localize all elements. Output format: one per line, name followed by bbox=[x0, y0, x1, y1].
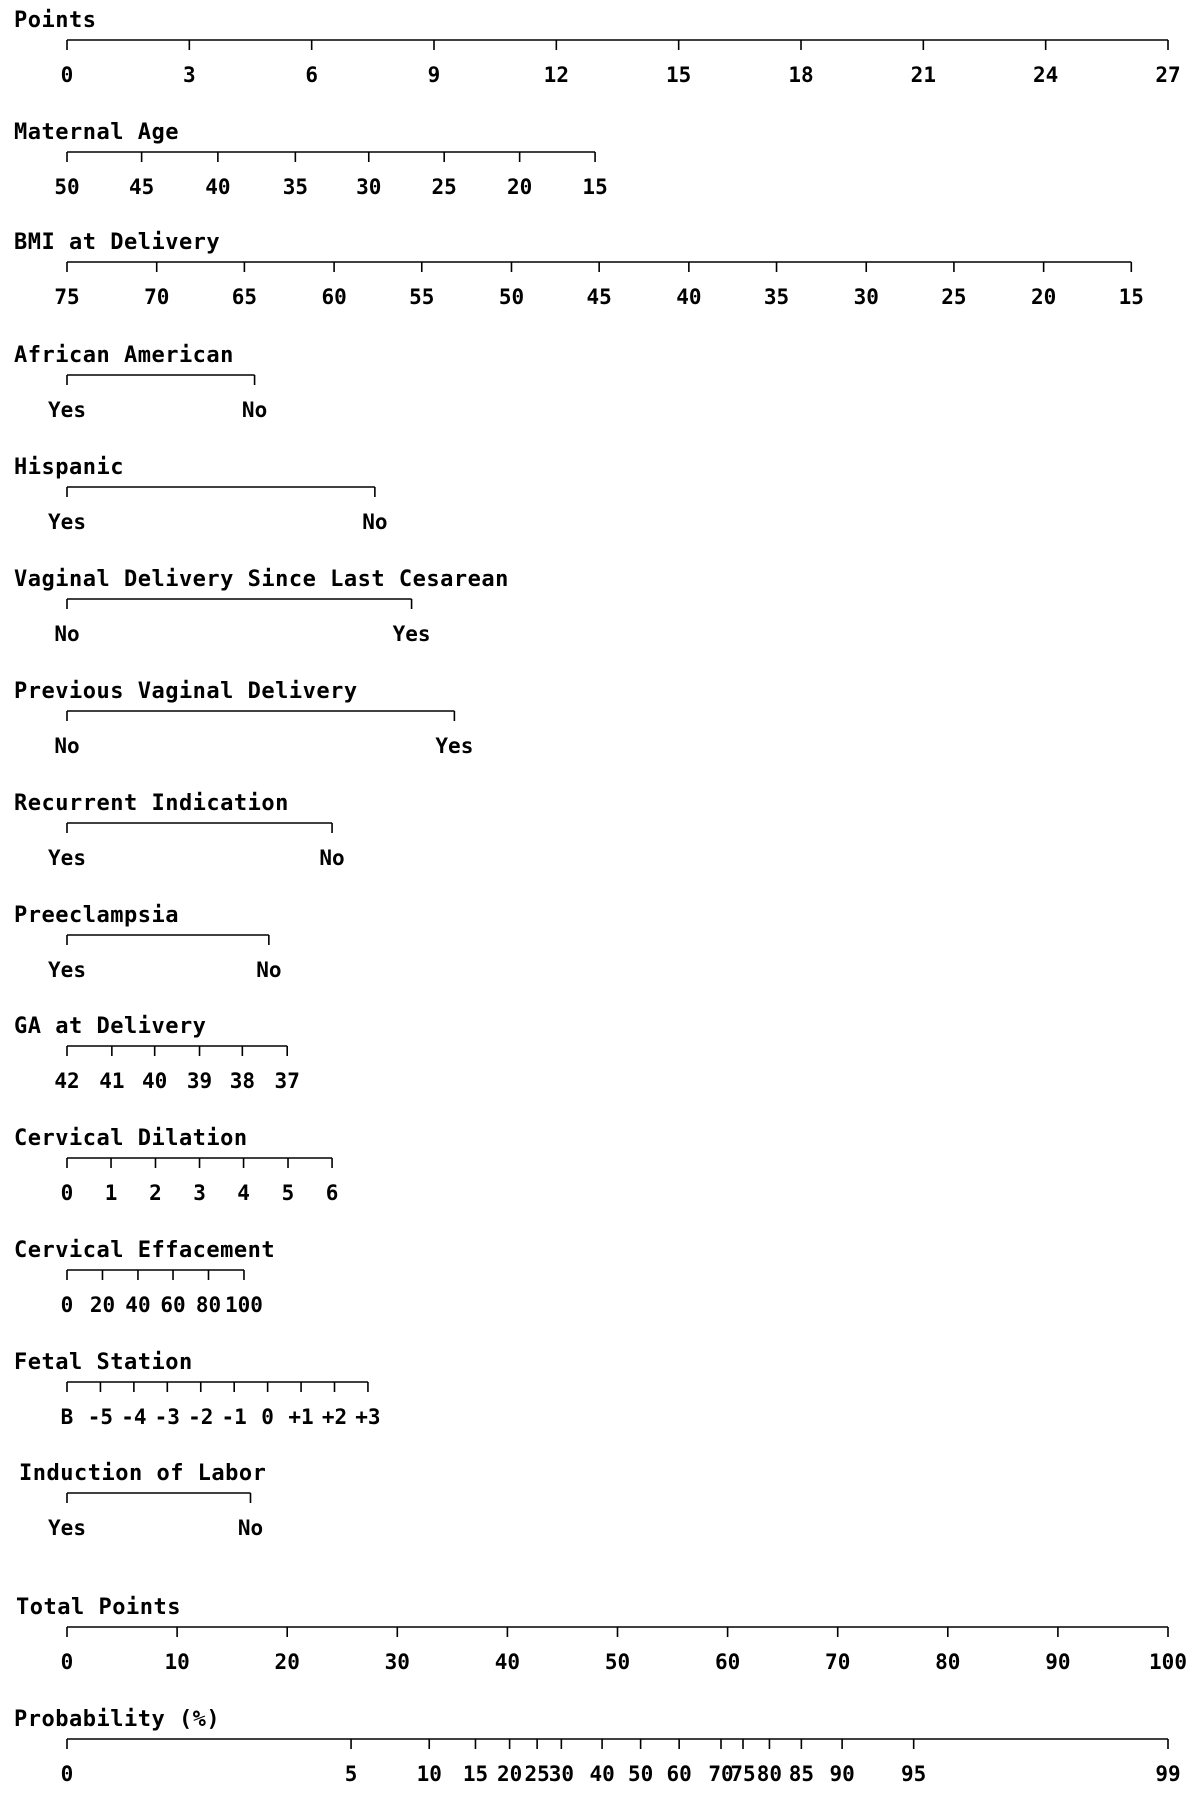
tick-label: +2 bbox=[321, 1405, 348, 1429]
tick-label: 42 bbox=[54, 1069, 80, 1093]
tick-label: 1 bbox=[104, 1181, 118, 1205]
tick-label: 35 bbox=[763, 285, 790, 309]
tick-label: -1 bbox=[221, 1405, 247, 1429]
tick-label: +3 bbox=[355, 1405, 381, 1429]
row-probability bbox=[14, 1707, 1181, 1786]
tick-label: B bbox=[60, 1405, 74, 1429]
row-previous-vaginal-delivery bbox=[14, 679, 473, 758]
row-hispanic bbox=[14, 455, 388, 534]
row-cervical-dilation bbox=[14, 1126, 338, 1205]
tick-label: 80 bbox=[195, 1293, 222, 1317]
tick-label: 0 bbox=[60, 1293, 74, 1317]
tick-label: 38 bbox=[229, 1069, 255, 1093]
row-title: Previous Vaginal Delivery bbox=[14, 679, 358, 704]
tick-label: 24 bbox=[1033, 63, 1059, 87]
row-title: Fetal Station bbox=[14, 1350, 193, 1375]
tick-label: No bbox=[256, 958, 282, 982]
tick-label: 30 bbox=[356, 175, 382, 199]
tick-label: 70 bbox=[825, 1650, 851, 1674]
tick-label: 80 bbox=[935, 1650, 961, 1674]
tick-label: 20 bbox=[506, 175, 533, 199]
tick-label: 70 bbox=[144, 285, 170, 309]
tick-label: 6 bbox=[325, 1181, 339, 1205]
tick-label: Yes bbox=[48, 1516, 86, 1540]
tick-label: 20 bbox=[1030, 285, 1057, 309]
row-title: Hispanic bbox=[14, 455, 124, 480]
tick-label: 85 bbox=[788, 1762, 815, 1786]
tick-label: 60 bbox=[714, 1650, 741, 1674]
row-title: Maternal Age bbox=[14, 120, 179, 145]
tick-label: 95 bbox=[901, 1762, 927, 1786]
tick-label: 20 bbox=[89, 1293, 116, 1317]
row-total-points bbox=[16, 1595, 1187, 1674]
row-title: GA at Delivery bbox=[14, 1014, 207, 1039]
tick-label: 20 bbox=[496, 1762, 523, 1786]
row-title: Points bbox=[14, 8, 97, 33]
tick-label: No bbox=[54, 622, 80, 646]
row-cervical-effacement bbox=[14, 1238, 275, 1317]
row-title: Induction of Labor bbox=[19, 1461, 267, 1486]
tick-label: 25 bbox=[941, 285, 967, 309]
tick-label: 0 bbox=[60, 1181, 74, 1205]
tick-label: 12 bbox=[543, 63, 569, 87]
tick-label: 20 bbox=[274, 1650, 300, 1674]
tick-label: 15 bbox=[1118, 285, 1144, 309]
tick-label: 18 bbox=[788, 63, 814, 87]
tick-label: 40 bbox=[205, 175, 231, 199]
row-title: Total Points bbox=[16, 1595, 181, 1620]
tick-label: 10 bbox=[164, 1650, 190, 1674]
tick-label: 0 bbox=[60, 1762, 74, 1786]
tick-label: 25 bbox=[431, 175, 457, 199]
tick-label: 60 bbox=[666, 1762, 692, 1786]
tick-label: 15 bbox=[666, 63, 692, 87]
tick-label: 70 bbox=[708, 1762, 734, 1786]
tick-label: 100 bbox=[1149, 1650, 1187, 1674]
tick-label: Yes bbox=[48, 846, 86, 870]
row-african-american bbox=[14, 343, 267, 422]
tick-label: Yes bbox=[392, 622, 431, 646]
tick-label: 90 bbox=[1045, 1650, 1071, 1674]
tick-label: 27 bbox=[1155, 63, 1181, 87]
tick-label: 0 bbox=[60, 1650, 74, 1674]
tick-label: Yes bbox=[48, 958, 86, 982]
tick-label: 5 bbox=[281, 1181, 295, 1205]
tick-label: 30 bbox=[853, 285, 879, 309]
tick-label: 6 bbox=[305, 63, 318, 87]
row-title: Cervical Dilation bbox=[14, 1126, 248, 1151]
row-title: Probability (%) bbox=[14, 1707, 221, 1732]
tick-label: 9 bbox=[427, 63, 441, 87]
tick-label: 5 bbox=[344, 1762, 358, 1786]
tick-label: 60 bbox=[321, 285, 347, 309]
tick-label: 30 bbox=[548, 1762, 574, 1786]
row-fetal-station bbox=[14, 1350, 381, 1429]
tick-label: Yes bbox=[48, 510, 86, 534]
tick-label: 0 bbox=[60, 63, 74, 87]
tick-label: 90 bbox=[829, 1762, 855, 1786]
tick-label: 21 bbox=[910, 63, 936, 87]
tick-label: 40 bbox=[125, 1293, 151, 1317]
tick-label: -4 bbox=[121, 1405, 147, 1429]
row-preeclampsia bbox=[14, 903, 281, 982]
tick-label: 30 bbox=[384, 1650, 410, 1674]
tick-label: 45 bbox=[586, 285, 612, 309]
tick-label: 4 bbox=[237, 1181, 250, 1205]
row-bmi-at-delivery bbox=[14, 230, 1144, 309]
tick-label: 45 bbox=[128, 175, 155, 199]
row-recurrent-indication bbox=[14, 791, 345, 870]
tick-label: 55 bbox=[409, 285, 435, 309]
row-title: Preeclampsia bbox=[14, 903, 179, 928]
tick-label: 50 bbox=[498, 285, 525, 309]
row-ga-at-delivery bbox=[14, 1014, 300, 1093]
tick-label: 37 bbox=[274, 1069, 300, 1093]
row-title: BMI at Delivery bbox=[14, 230, 221, 255]
row-title: Cervical Effacement bbox=[14, 1238, 276, 1263]
row-title: African American bbox=[14, 343, 234, 368]
tick-label: -3 bbox=[154, 1405, 180, 1429]
tick-label: 3 bbox=[193, 1181, 206, 1205]
tick-label: 80 bbox=[756, 1762, 783, 1786]
tick-label: 40 bbox=[589, 1762, 615, 1786]
tick-label: 15 bbox=[582, 175, 608, 199]
tick-label: Yes bbox=[48, 398, 86, 422]
tick-label: -2 bbox=[188, 1405, 214, 1429]
tick-label: 60 bbox=[160, 1293, 186, 1317]
row-title: Recurrent Indication bbox=[14, 791, 289, 816]
tick-label: No bbox=[237, 1516, 264, 1540]
tick-label: 39 bbox=[186, 1069, 213, 1093]
tick-label: +1 bbox=[288, 1405, 314, 1429]
tick-label: No bbox=[54, 734, 80, 758]
tick-label: No bbox=[362, 510, 388, 534]
tick-label: 50 bbox=[54, 175, 80, 199]
tick-label: 40 bbox=[676, 285, 702, 309]
tick-label: Yes bbox=[435, 734, 474, 758]
tick-label: -5 bbox=[87, 1405, 114, 1429]
tick-label: 65 bbox=[231, 285, 258, 309]
tick-label: 0 bbox=[261, 1405, 274, 1429]
row-maternal-age bbox=[14, 120, 608, 199]
tick-label: 3 bbox=[183, 63, 196, 87]
row-vaginal-delivery-since-last-cesarean bbox=[14, 567, 509, 646]
row-points bbox=[14, 8, 1181, 87]
tick-label: 10 bbox=[416, 1762, 442, 1786]
tick-label: 41 bbox=[99, 1069, 125, 1093]
tick-label: 15 bbox=[462, 1762, 489, 1786]
tick-label: No bbox=[319, 846, 345, 870]
row-title: Vaginal Delivery Since Last Cesarean bbox=[14, 567, 509, 592]
tick-label: 40 bbox=[142, 1069, 168, 1093]
row-induction-of-labor bbox=[19, 1461, 266, 1540]
tick-label: 25 bbox=[524, 1762, 550, 1786]
tick-label: 100 bbox=[225, 1293, 263, 1317]
tick-label: 50 bbox=[604, 1650, 631, 1674]
tick-label: No bbox=[241, 398, 268, 422]
tick-label: 35 bbox=[282, 175, 309, 199]
tick-label: 50 bbox=[627, 1762, 654, 1786]
tick-label: 99 bbox=[1155, 1762, 1181, 1786]
tick-label: 40 bbox=[494, 1650, 521, 1674]
tick-label: 75 bbox=[54, 285, 80, 309]
tick-label: 2 bbox=[149, 1181, 162, 1205]
tick-label: 75 bbox=[730, 1762, 756, 1786]
